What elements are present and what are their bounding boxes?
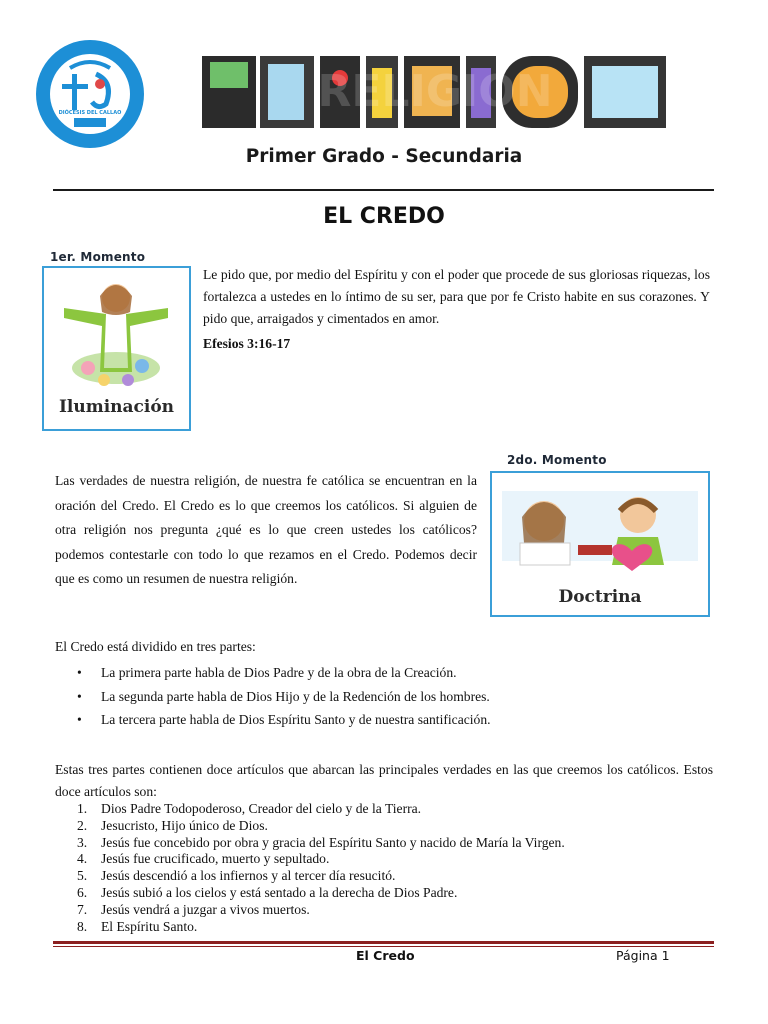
page-number: Página 1 [616,948,670,963]
list-number: 1. [77,801,88,816]
list-item [55,661,715,685]
footer-divider [53,941,714,944]
list-number: 7. [77,901,88,917]
doctrina-illustration [492,473,708,585]
list-item-text: La primera parte habla de Dios Padre y de la obra de la Creación. [101,665,457,680]
logo-text: DIÓCESIS DEL CALLAO [58,110,122,116]
jesus-illustration [44,268,189,396]
list-item-text: Dios Padre Todopoderoso, Creador del cielo y de la Tierra. [101,801,422,816]
page-subtitle: Primer Grado - Secundaria [245,146,523,167]
moment1-label: 1er. Momento [50,250,146,264]
list-item-text: La segunda parte habla de Dios Hijo y de la Redención de los hombres. [101,688,490,704]
list-item [55,868,715,885]
articles-intro: Estas tres partes contienen doce artículos que abarcan las principales verdades en las que creemos los católicos. Estos doce artículos son: [55,762,713,799]
list-number: 4. [77,851,88,867]
diocese-logo [34,38,146,150]
list-number: 6. [77,884,88,900]
articles-list [55,801,715,935]
header-divider [53,189,714,191]
intro-paragraph: Las verdades de nuestra religión, de nuestra fe católica se encuentran en la oración del Credo. El Credo es lo que creemos los católicos. Si alguien de otra religión nos pregunta ¿qué es lo que creen ustedes los católicos? podemos contestarle con todo lo que rezamos en el Credo. Podemos decir que es como un resumen de nuestra religión. [55,473,477,587]
list-item-text: Jesús fue concebido por obra y gracia del Espíritu Santo y nacido de María la Virgen. [101,834,565,850]
scripture-reference: Efesios 3:16-17 [203,336,291,351]
list-item [55,919,715,936]
list-item-text: Jesús descendió a los infiernos y al tercer día resucitó. [101,868,396,884]
list-item-text: La tercera parte habla de Dios Espíritu Santo y de nuestra santificación. [101,712,491,727]
list-item [55,818,715,835]
list-item-text: Jesús fue crucificado, muerto y sepultado. [101,851,330,867]
moment1-caption: Iluminación [58,397,175,417]
list-number: 2. [77,817,88,833]
list-item-text: El Espíritu Santo. [101,918,198,934]
page-title: EL CREDO [323,204,445,229]
list-number: 8. [77,918,88,934]
list-number: 3. [77,834,88,850]
religion-banner [200,52,670,132]
parts-list [55,661,715,732]
list-item [55,851,715,868]
list-item [55,801,715,818]
parts-intro: El Credo está dividido en tres partes: [55,639,256,654]
banner-word: RELIGION [317,66,553,117]
list-item [55,708,715,732]
list-number: 5. [77,868,88,884]
list-item [55,902,715,919]
list-item [55,885,715,902]
bullet-icon: • [77,688,82,704]
bullet-icon: • [77,665,82,680]
list-item-text: Jesucristo, Hijo único de Dios. [101,817,268,833]
list-item [55,835,715,852]
list-item-text: Jesús subió a los cielos y está sentado a la derecha de Dios Padre. [101,884,458,900]
footer-title: El Credo [356,948,415,963]
moment2-caption: Doctrina [558,587,642,607]
list-item-text: Jesús vendrá a juzgar a vivos muertos. [101,901,310,917]
bullet-icon: • [77,712,82,727]
list-item [55,685,715,709]
footer-divider-thin [53,946,714,947]
moment2-label: 2do. Momento [507,453,607,467]
scripture-quote: Le pido que, por medio del Espíritu y con el poder que procede de sus gloriosas riquezas, los fortalezca a ustedes en lo íntimo de su ser, para que por fe Cristo habite en sus corazones. Y pido que, arraigados y cimentados en amor. [203,267,710,326]
